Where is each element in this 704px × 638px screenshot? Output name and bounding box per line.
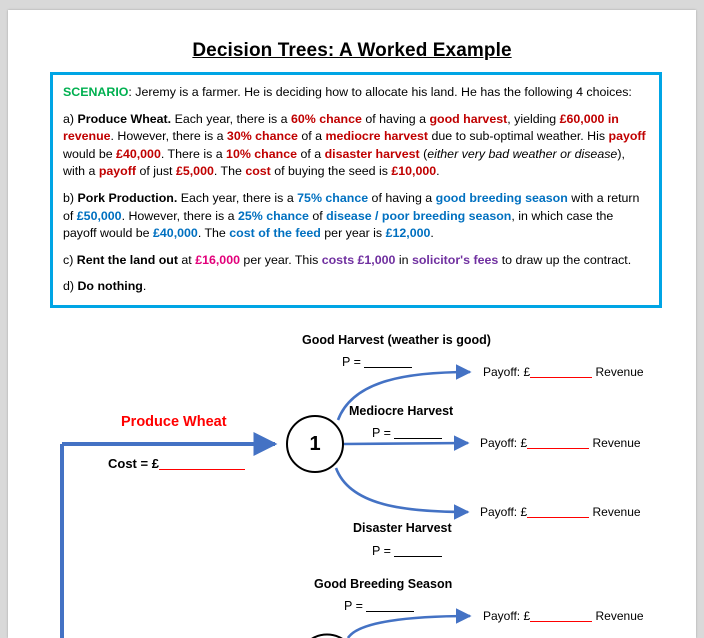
payoff-label-1: Payoff: £ — [480, 436, 528, 450]
option-c-marker: c) — [63, 252, 74, 267]
ob-t3: with a return of — [63, 191, 640, 223]
payoff-blank-2 — [527, 507, 589, 518]
option-b — [63, 190, 649, 243]
oa-t14: of buying the seed is — [270, 164, 392, 179]
oa-amount2: £5,000 — [175, 164, 214, 179]
oa-revenue: £60,000 in revenue — [63, 111, 619, 144]
payoff-suffix-0: Revenue — [595, 365, 644, 379]
ob-p-good: 75% chance — [297, 191, 369, 206]
option-b-marker: b) — [63, 191, 75, 206]
ob-t1: Each year, there is a — [177, 191, 298, 206]
oc-t4: to draw up the contract. — [498, 252, 632, 267]
od-t1: . — [142, 279, 147, 294]
payoff-amt-3 — [530, 609, 592, 623]
ob-good-breeding: good breeding season — [435, 191, 568, 206]
cost-label — [108, 456, 245, 471]
oa-p-good: 60% chance — [290, 111, 362, 126]
produce-wheat-label: Produce Wheat — [121, 414, 227, 430]
oa-t5: of a — [297, 129, 326, 144]
oa-t8: . There is a — [160, 146, 227, 161]
oa-t6: due to sub-optimal weather. His — [428, 129, 609, 144]
payoff-amt-0 — [530, 365, 592, 379]
scenario-label: SCENARIO — [63, 85, 129, 99]
branch-label-disaster-harvest — [353, 521, 452, 535]
option-d-heading: Do nothing — [77, 279, 143, 294]
option-a-heading: Produce Wheat. — [77, 111, 172, 126]
payoff-blank-3 — [530, 611, 592, 622]
oa-t1: Each year, there is a — [171, 111, 291, 126]
payoff-disaster-harvest — [480, 505, 641, 519]
payoff-amt-2 — [527, 505, 589, 519]
ob-t8: per year is — [320, 226, 386, 241]
ob-return-amt: £50,000 — [76, 208, 122, 223]
cost-label-text: Cost = £ — [108, 456, 159, 471]
payoff-good-harvest — [483, 365, 644, 379]
oa-t3: , yielding — [507, 111, 560, 126]
prob-blank-0 — [364, 357, 412, 368]
payoff-blank-1 — [527, 438, 589, 449]
oc-rent-amt: £16,000 — [195, 252, 240, 267]
ob-p-disease: 25% chance — [237, 208, 309, 223]
option-c-heading: Rent the land out — [76, 252, 178, 267]
oc-fees: solicitor's fees — [411, 252, 499, 267]
decision-node-1: 1 — [286, 415, 344, 473]
oa-disaster-harvest: disaster harvest — [324, 146, 420, 161]
oa-p-mediocre: 30% chance — [226, 129, 298, 144]
oa-amount3: £10,000 — [391, 164, 437, 179]
prob-good-harvest — [342, 355, 412, 369]
payoff-suffix-3: Revenue — [595, 609, 644, 623]
mediocre-harvest-branch — [344, 443, 468, 444]
payoff-good-breeding — [483, 609, 644, 623]
option-b-heading: Pork Production. — [77, 191, 178, 206]
payoff-mediocre-harvest — [480, 436, 641, 450]
oa-cost-word: cost — [245, 164, 271, 179]
scenario-intro — [63, 84, 649, 102]
payoff-suffix-1: Revenue — [592, 436, 641, 450]
payoff-label-2: Payoff: £ — [480, 505, 528, 519]
ob-cost-feed: cost of the feed — [229, 226, 321, 241]
prob-label-3: P = — [344, 599, 367, 613]
prob-label-2: P = — [372, 544, 395, 558]
prob-blank-2 — [394, 546, 442, 557]
page-title: Decision Trees: A Worked Example — [192, 40, 512, 61]
ob-t5: of — [308, 208, 327, 223]
oa-payoff2: payoff — [98, 164, 136, 179]
node-2-partial — [310, 634, 344, 638]
prob-disaster-harvest — [372, 544, 442, 558]
oc-t1: at — [177, 252, 196, 267]
prob-good-breeding — [344, 599, 414, 613]
option-a-marker: a) — [63, 111, 75, 126]
payoff-label-0: Payoff: £ — [483, 365, 531, 379]
good-breeding-branch — [348, 616, 470, 638]
oa-t12: of just — [136, 164, 176, 179]
oa-t9: of a — [297, 146, 325, 161]
option-c — [63, 252, 649, 270]
payoff-suffix-2: Revenue — [592, 505, 641, 519]
document-page — [8, 10, 696, 638]
good-harvest-note: (weather is good) — [387, 333, 491, 347]
option-d-marker: d) — [63, 279, 75, 294]
ob-t4: . However, there is a — [121, 208, 238, 223]
scenario-intro-text: : Jeremy is a farmer. He is deciding how to allocate his land. He has the following 4 choices: — [128, 85, 632, 99]
oa-good-harvest: good harvest — [429, 111, 508, 126]
ob-t6: , in which case the payoff would be — [63, 208, 614, 241]
oa-t7: would be — [63, 146, 117, 161]
oa-t10: ( — [419, 146, 428, 161]
ob-feed-amt: £12,000 — [385, 226, 431, 241]
oa-t15: . — [436, 164, 440, 179]
ob-t2: of having a — [368, 191, 436, 206]
good-harvest-name: Good Harvest — [302, 333, 384, 347]
oa-t2: of having a — [361, 111, 430, 126]
ob-payoff-amt: £40,000 — [153, 226, 198, 241]
ob-t7: . The — [197, 226, 230, 241]
oc-t2: per year. This — [239, 252, 322, 267]
disaster-harvest-name: Disaster Harvest — [353, 521, 452, 535]
oc-costs: costs £1,000 — [321, 252, 396, 267]
oc-t3: in — [395, 252, 412, 267]
option-d — [63, 278, 649, 296]
oa-payoff1: payoff — [608, 129, 646, 144]
payoff-amt-1 — [527, 436, 589, 450]
decision-tree-diagram — [8, 310, 696, 638]
oa-amount1: £40,000 — [116, 146, 161, 161]
prob-label-1: P = — [372, 426, 395, 440]
mediocre-harvest-name: Mediocre Harvest — [349, 404, 454, 418]
payoff-blank-0 — [530, 367, 592, 378]
disaster-harvest-branch — [336, 468, 468, 512]
oa-t4: . However, there is a — [110, 129, 227, 144]
payoff-label-3: Payoff: £ — [483, 609, 531, 623]
oa-t13: . The — [213, 164, 246, 179]
prob-label-0: P = — [342, 355, 365, 369]
good-breeding-name: Good Breeding Season — [314, 577, 453, 591]
branch-label-mediocre-harvest — [349, 404, 453, 418]
oa-mediocre-harvest: mediocre harvest — [325, 129, 429, 144]
scenario-box — [50, 72, 662, 308]
prob-mediocre-harvest — [372, 426, 442, 440]
cost-blank — [159, 458, 245, 470]
oa-italic-note: either very bad weather or disease — [427, 146, 618, 161]
oa-t11: ), with a — [63, 146, 625, 179]
ob-disease: disease / poor breeding season — [326, 208, 512, 223]
prob-blank-3 — [366, 601, 414, 612]
branch-label-good-harvest — [302, 333, 491, 347]
branch-label-good-breeding — [314, 577, 452, 591]
prob-blank-1 — [394, 428, 442, 439]
option-a — [63, 111, 649, 181]
oa-p-disaster: 10% chance — [226, 146, 297, 161]
ob-t9: . — [430, 226, 434, 241]
